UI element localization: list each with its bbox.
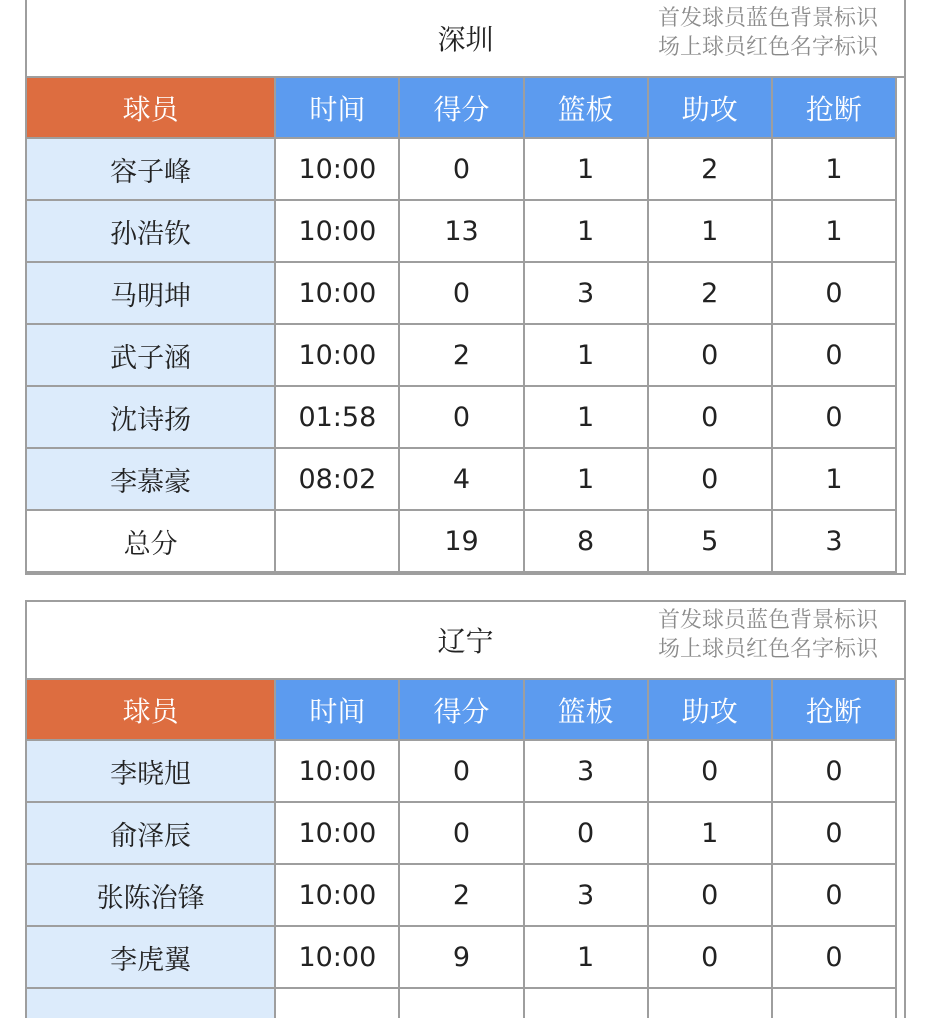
legend bbox=[658, 4, 878, 62]
stat-rebounds: 1 bbox=[524, 386, 648, 448]
stat-assists: 0 bbox=[648, 926, 772, 988]
player-name: 马明坤 bbox=[27, 262, 275, 324]
stat-rebounds: 1 bbox=[524, 138, 648, 200]
table-row bbox=[27, 324, 896, 386]
col-header-rebounds[interactable]: 篮板 bbox=[524, 78, 648, 138]
stat-assists: 2 bbox=[648, 262, 772, 324]
stat-rebounds: 1 bbox=[524, 448, 648, 510]
player-name: 容子峰 bbox=[27, 138, 275, 200]
stat-time: 01:58 bbox=[275, 386, 399, 448]
table-row bbox=[27, 988, 896, 1018]
stat-time: 10:00 bbox=[275, 926, 399, 988]
stat-steals: 0 bbox=[772, 802, 896, 864]
player-name: 俞泽辰 bbox=[27, 802, 275, 864]
col-header-player[interactable]: 球员 bbox=[27, 78, 275, 138]
player-name: 武子涵 bbox=[27, 324, 275, 386]
stat-points: 9 bbox=[399, 926, 523, 988]
col-header-time[interactable]: 时间 bbox=[275, 680, 399, 740]
player-name bbox=[27, 988, 275, 1018]
stat-points: 0 bbox=[399, 740, 523, 802]
team-name: 深圳 bbox=[437, 23, 494, 56]
total-row bbox=[27, 510, 896, 572]
stat-assists: 0 bbox=[648, 386, 772, 448]
team-name: 辽宁 bbox=[437, 625, 494, 658]
col-header-assists[interactable]: 助攻 bbox=[648, 78, 772, 138]
col-header-time[interactable]: 时间 bbox=[275, 78, 399, 138]
stat-time bbox=[275, 988, 399, 1018]
stat-points: 0 bbox=[399, 262, 523, 324]
team-header bbox=[27, 602, 904, 680]
stat-steals: 1 bbox=[772, 200, 896, 262]
stat-rebounds: 0 bbox=[524, 802, 648, 864]
player-name: 李虎翼 bbox=[27, 926, 275, 988]
stat-points: 13 bbox=[399, 200, 523, 262]
stat-rebounds: 3 bbox=[524, 864, 648, 926]
legend-starter-note: 首发球员蓝色背景标识 bbox=[657, 6, 878, 31]
col-header-assists[interactable]: 助攻 bbox=[648, 680, 772, 740]
stat-rebounds: 3 bbox=[524, 262, 648, 324]
stat-steals: 0 bbox=[772, 324, 896, 386]
table-row bbox=[27, 740, 896, 802]
stat-steals bbox=[772, 988, 896, 1018]
stats-table bbox=[27, 78, 897, 573]
stat-rebounds bbox=[524, 988, 648, 1018]
stat-assists: 0 bbox=[648, 740, 772, 802]
col-header-rebounds[interactable]: 篮板 bbox=[524, 680, 648, 740]
table-row bbox=[27, 802, 896, 864]
stat-assists: 1 bbox=[648, 200, 772, 262]
table-row bbox=[27, 864, 896, 926]
stat-points: 0 bbox=[399, 138, 523, 200]
table-row bbox=[27, 138, 896, 200]
stat-assists bbox=[648, 988, 772, 1018]
table-header-row bbox=[27, 78, 896, 138]
stat-time: 10:00 bbox=[275, 262, 399, 324]
col-header-points[interactable]: 得分 bbox=[399, 78, 523, 138]
team-header bbox=[27, 0, 904, 78]
stat-time: 10:00 bbox=[275, 740, 399, 802]
team-stats-card-shenzhen bbox=[25, 0, 906, 575]
table-row bbox=[27, 200, 896, 262]
team-stats-card-liaoning bbox=[25, 600, 906, 1018]
stat-steals: 0 bbox=[772, 386, 896, 448]
stat-time: 10:00 bbox=[275, 864, 399, 926]
total-points: 19 bbox=[399, 510, 523, 572]
legend-starter-note: 首发球员蓝色背景标识 bbox=[657, 608, 878, 633]
stat-rebounds: 1 bbox=[524, 324, 648, 386]
player-name: 李晓旭 bbox=[27, 740, 275, 802]
stat-points: 0 bbox=[399, 386, 523, 448]
total-time bbox=[275, 510, 399, 572]
stat-steals: 0 bbox=[772, 926, 896, 988]
stat-steals: 0 bbox=[772, 864, 896, 926]
player-name: 李慕豪 bbox=[27, 448, 275, 510]
stat-time: 08:02 bbox=[275, 448, 399, 510]
legend-oncourt-note: 场上球员红色名字标识 bbox=[657, 637, 878, 662]
stat-steals: 0 bbox=[772, 262, 896, 324]
stat-time: 10:00 bbox=[275, 200, 399, 262]
stats-table bbox=[27, 680, 897, 1018]
legend-oncourt-note: 场上球员红色名字标识 bbox=[657, 35, 878, 60]
stat-rebounds: 1 bbox=[524, 200, 648, 262]
stat-steals: 0 bbox=[772, 740, 896, 802]
stat-assists: 0 bbox=[648, 448, 772, 510]
stat-points bbox=[399, 988, 523, 1018]
stat-points: 4 bbox=[399, 448, 523, 510]
col-header-points[interactable]: 得分 bbox=[399, 680, 523, 740]
table-row bbox=[27, 386, 896, 448]
stat-time: 10:00 bbox=[275, 802, 399, 864]
stat-assists: 1 bbox=[648, 802, 772, 864]
stat-points: 0 bbox=[399, 802, 523, 864]
col-header-steals[interactable]: 抢断 bbox=[772, 680, 896, 740]
stat-rebounds: 1 bbox=[524, 926, 648, 988]
table-row bbox=[27, 926, 896, 988]
stat-rebounds: 3 bbox=[524, 740, 648, 802]
player-name: 沈诗扬 bbox=[27, 386, 275, 448]
stat-points: 2 bbox=[399, 864, 523, 926]
table-header-row bbox=[27, 680, 896, 740]
legend bbox=[658, 606, 878, 664]
stat-assists: 0 bbox=[648, 864, 772, 926]
stat-steals: 1 bbox=[772, 448, 896, 510]
total-label: 总分 bbox=[27, 510, 275, 572]
table-row bbox=[27, 448, 896, 510]
player-name: 孙浩钦 bbox=[27, 200, 275, 262]
table-row bbox=[27, 262, 896, 324]
stat-points: 2 bbox=[399, 324, 523, 386]
total-assists: 5 bbox=[648, 510, 772, 572]
stat-assists: 0 bbox=[648, 324, 772, 386]
col-header-steals[interactable]: 抢断 bbox=[772, 78, 896, 138]
total-steals: 3 bbox=[772, 510, 896, 572]
player-name: 张陈治锋 bbox=[27, 864, 275, 926]
col-header-player[interactable]: 球员 bbox=[27, 680, 275, 740]
stat-time: 10:00 bbox=[275, 324, 399, 386]
stat-assists: 2 bbox=[648, 138, 772, 200]
stat-time: 10:00 bbox=[275, 138, 399, 200]
stat-steals: 1 bbox=[772, 138, 896, 200]
total-rebounds: 8 bbox=[524, 510, 648, 572]
